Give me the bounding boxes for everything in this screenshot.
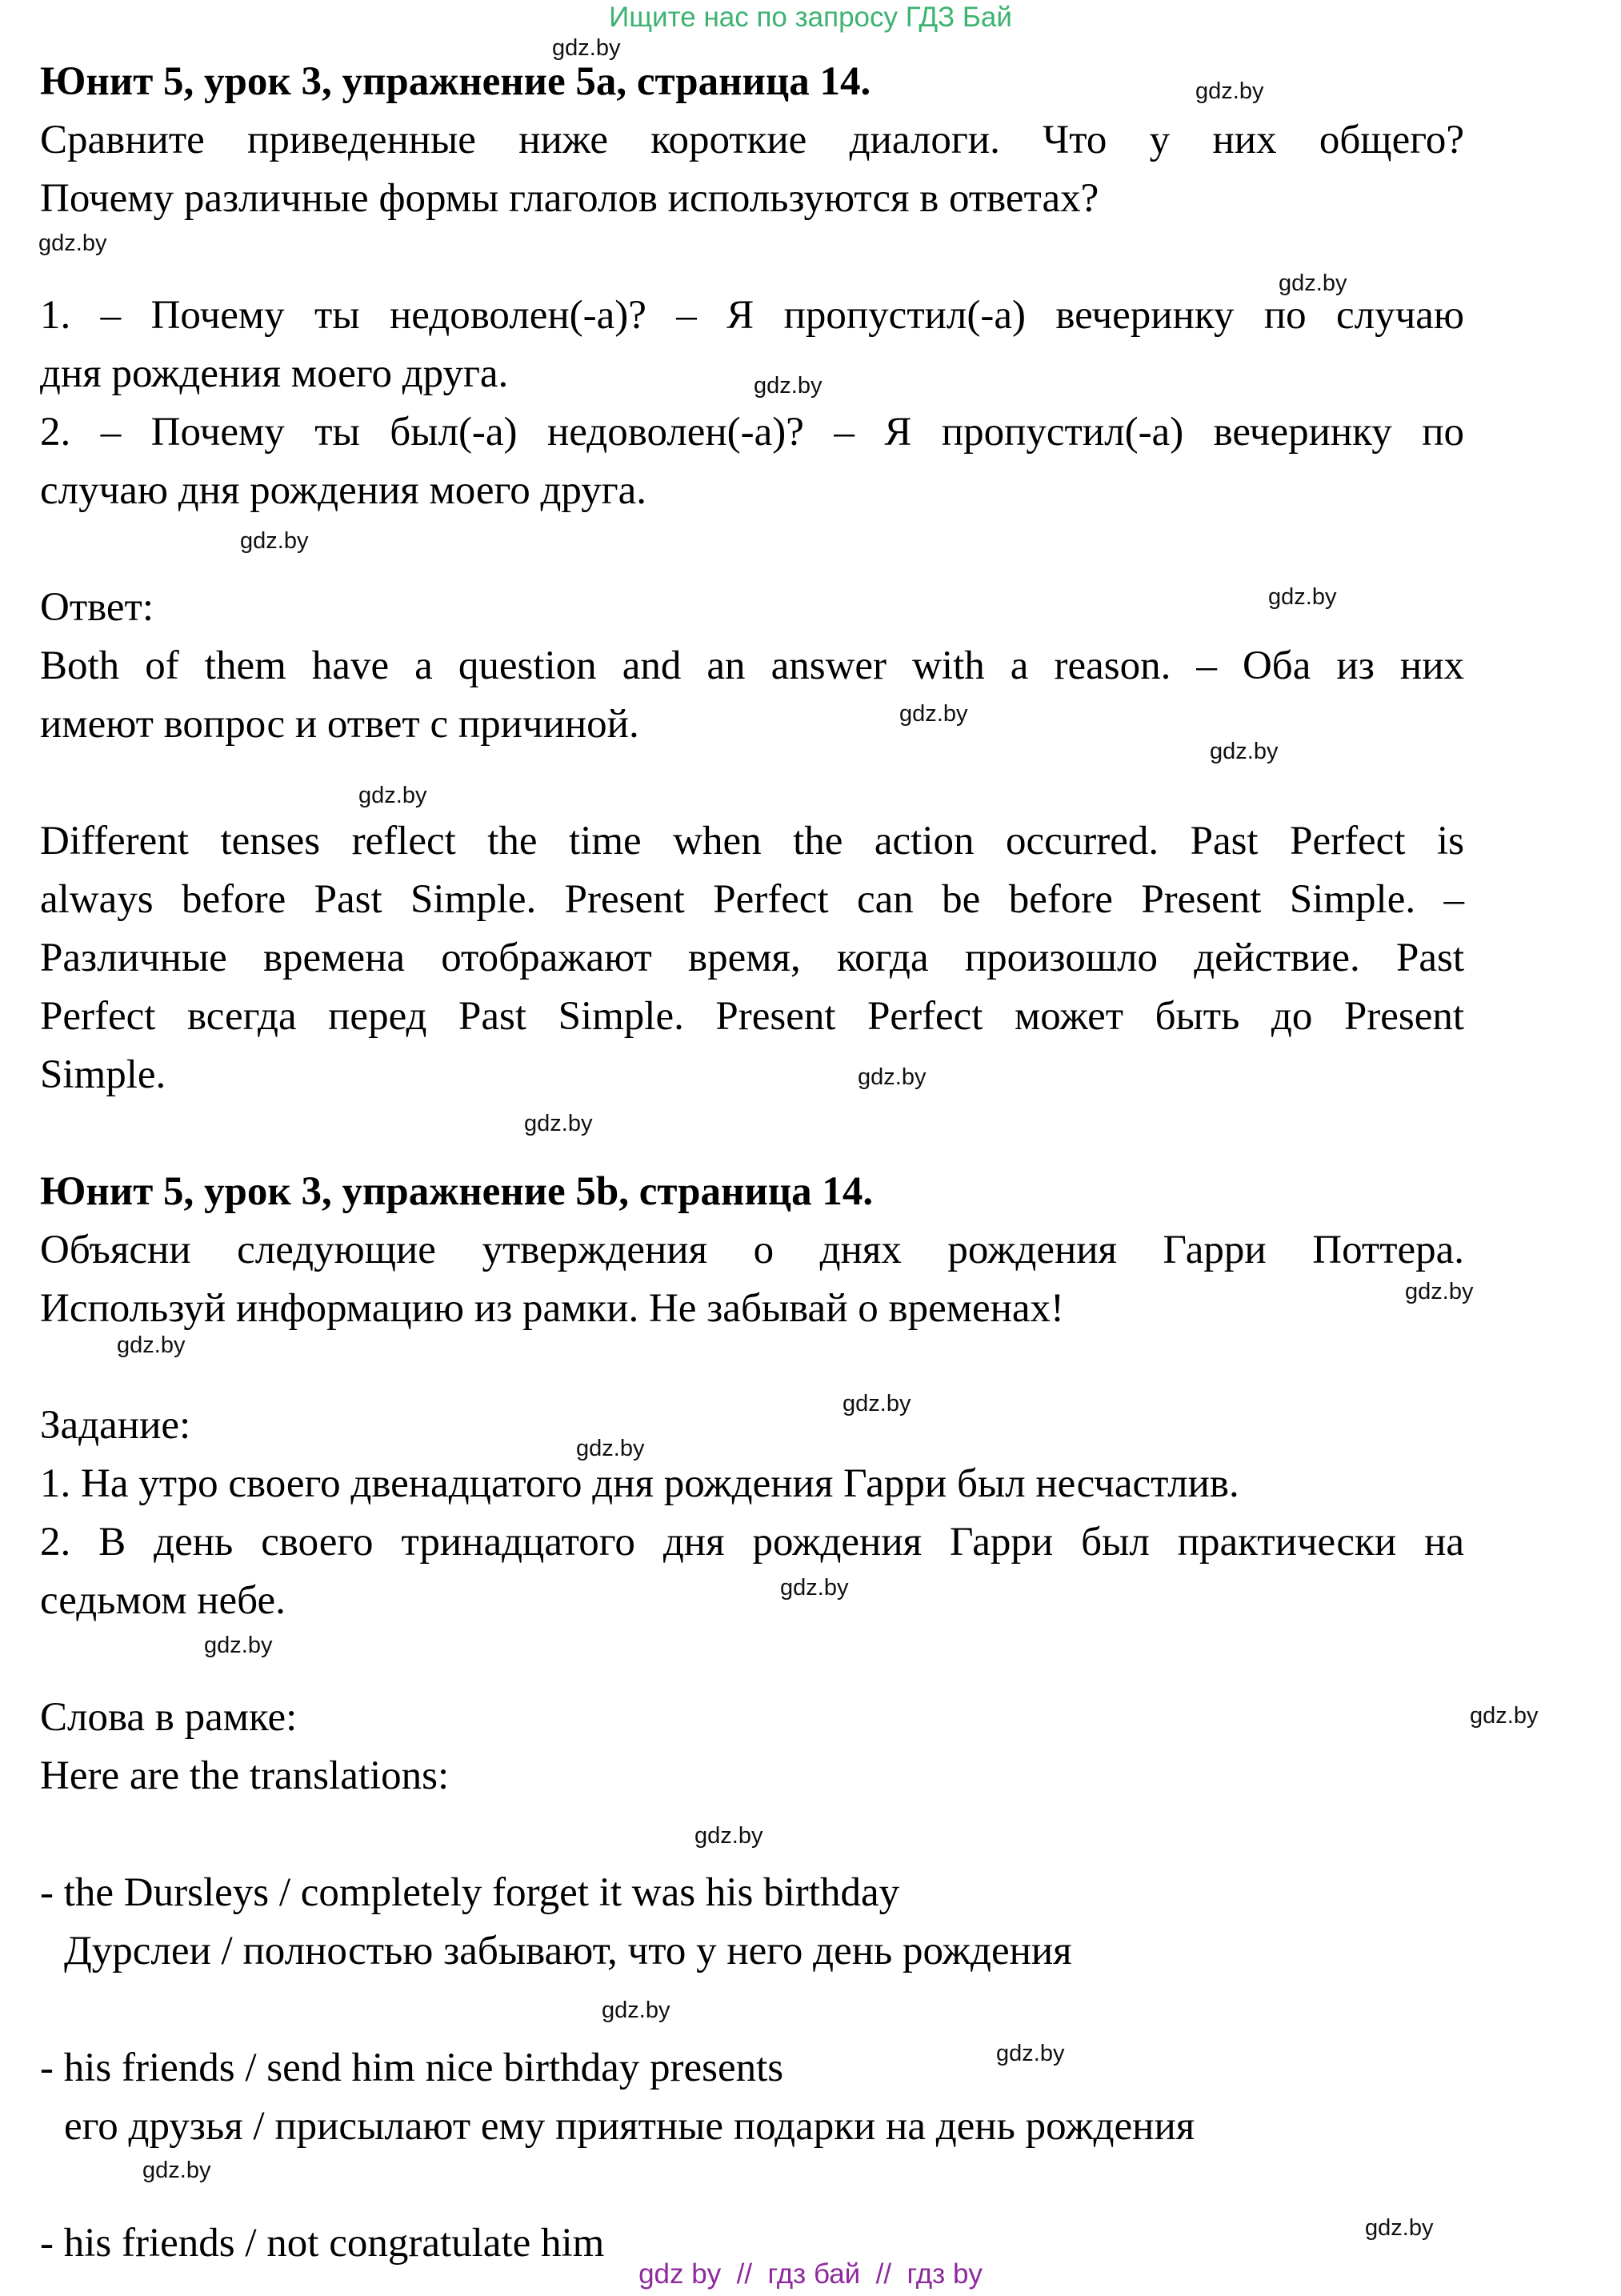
watermark: gdz.by [117,1332,186,1358]
watermark: gdz.by [142,2158,211,2183]
box-label: Слова в рамке: [40,1695,298,1740]
section-b-task-line: Используй информацию из рамки. Не забывай о временах! [40,1286,1065,1331]
watermark: gdz.by [524,1111,593,1136]
section-b-task-line: Объясни следующие утверждения о днях рождения Гарри Поттера. [40,1228,1464,1272]
dialogue-line: 1. – Почему ты недоволен(-а)? – Я пропустил(-а) вечеринку по случаю [40,293,1464,338]
watermark: gdz.by [1268,584,1337,610]
watermark: gdz.by [552,35,621,61]
answer-line: Perfect всегда перед Past Simple. Present Perfect может быть до Present [40,994,1464,1039]
answer-label: Ответ: [40,585,154,630]
watermark: gdz.by [780,1575,849,1601]
task-item: седьмом небе. [40,1578,286,1623]
watermark: gdz.by [996,2041,1065,2066]
watermark: gdz.by [858,1064,927,1090]
watermark: gdz.by [843,1391,911,1416]
footer-links[interactable]: gdz by // гдз бай // гдз by [638,2258,983,2290]
phrase-ru: его друзья / присылают ему приятные подарки на день рождения [64,2104,1195,2149]
answer-line: имеют вопрос и ответ с причиной. [40,702,639,747]
phrase-en: - his friends / not congratulate him [40,2221,605,2266]
watermark: gdz.by [602,1997,670,2023]
task-item: 1. На утро своего двенадцатого дня рождения Гарри был несчастлив. [40,1461,1239,1506]
translations-label: Here are the translations: [40,1753,450,1798]
document-body [40,53,1464,2273]
answer-line: Both of them have a question and an answer with a reason. – Оба из них [40,643,1464,688]
watermark: gdz.by [38,230,107,256]
watermark: gdz.by [694,1823,763,1849]
watermark: gdz.by [1405,1279,1474,1304]
section-a-task-line: Сравните приведенные ниже короткие диалоги. Что у них общего? [40,118,1464,162]
answer-line: Различные времена отображают время, когда произошло действие. Past [40,936,1464,980]
dialogue-line: случаю дня рождения моего друга. [40,468,647,513]
watermark: gdz.by [1470,1703,1539,1729]
watermark: gdz.by [899,701,968,727]
answer-line: Simple. [40,1052,166,1097]
dialogue-line: дня рождения моего друга. [40,351,509,396]
answer-line: Different tenses reflect the time when the action occurred. Past Perfect is [40,819,1464,864]
dialogue-line: 2. – Почему ты был(-а) недоволен(-а)? – Я пропустил(-а) вечеринку по [40,410,1464,455]
watermark: gdz.by [204,1633,273,1658]
watermark: gdz.by [240,528,309,554]
section-a-title: Юнит 5, урок 3, упражнение 5а, страница 14. [40,59,871,104]
task-item: 2. В день своего тринадцатого дня рождения Гарри был практически на [40,1520,1464,1565]
watermark: gdz.by [1210,739,1279,764]
phrase-en: - his friends / send him nice birthday presents [40,2046,784,2090]
answer-line: always before Past Simple. Present Perfect can be before Present Simple. – [40,877,1464,922]
watermark: gdz.by [358,783,427,808]
watermark: gdz.by [1195,78,1264,104]
watermark: gdz.by [1279,270,1347,296]
search-banner[interactable]: Ищите нас по запросу ГДЗ Бай [609,2,1012,33]
task-label: Задание: [40,1403,191,1448]
section-a-task-line: Почему различные формы глаголов используются в ответах? [40,176,1099,221]
watermark: gdz.by [1365,2215,1434,2241]
section-b-title: Юнит 5, урок 3, упражнение 5b, страница 14. [40,1169,874,1214]
watermark: gdz.by [754,373,823,399]
watermark: gdz.by [576,1436,645,1461]
phrase-ru: Дурслеи / полностью забывают, что у него день рождения [64,1929,1072,1973]
phrase-en: - the Dursleys / completely forget it was his birthday [40,1870,900,1915]
